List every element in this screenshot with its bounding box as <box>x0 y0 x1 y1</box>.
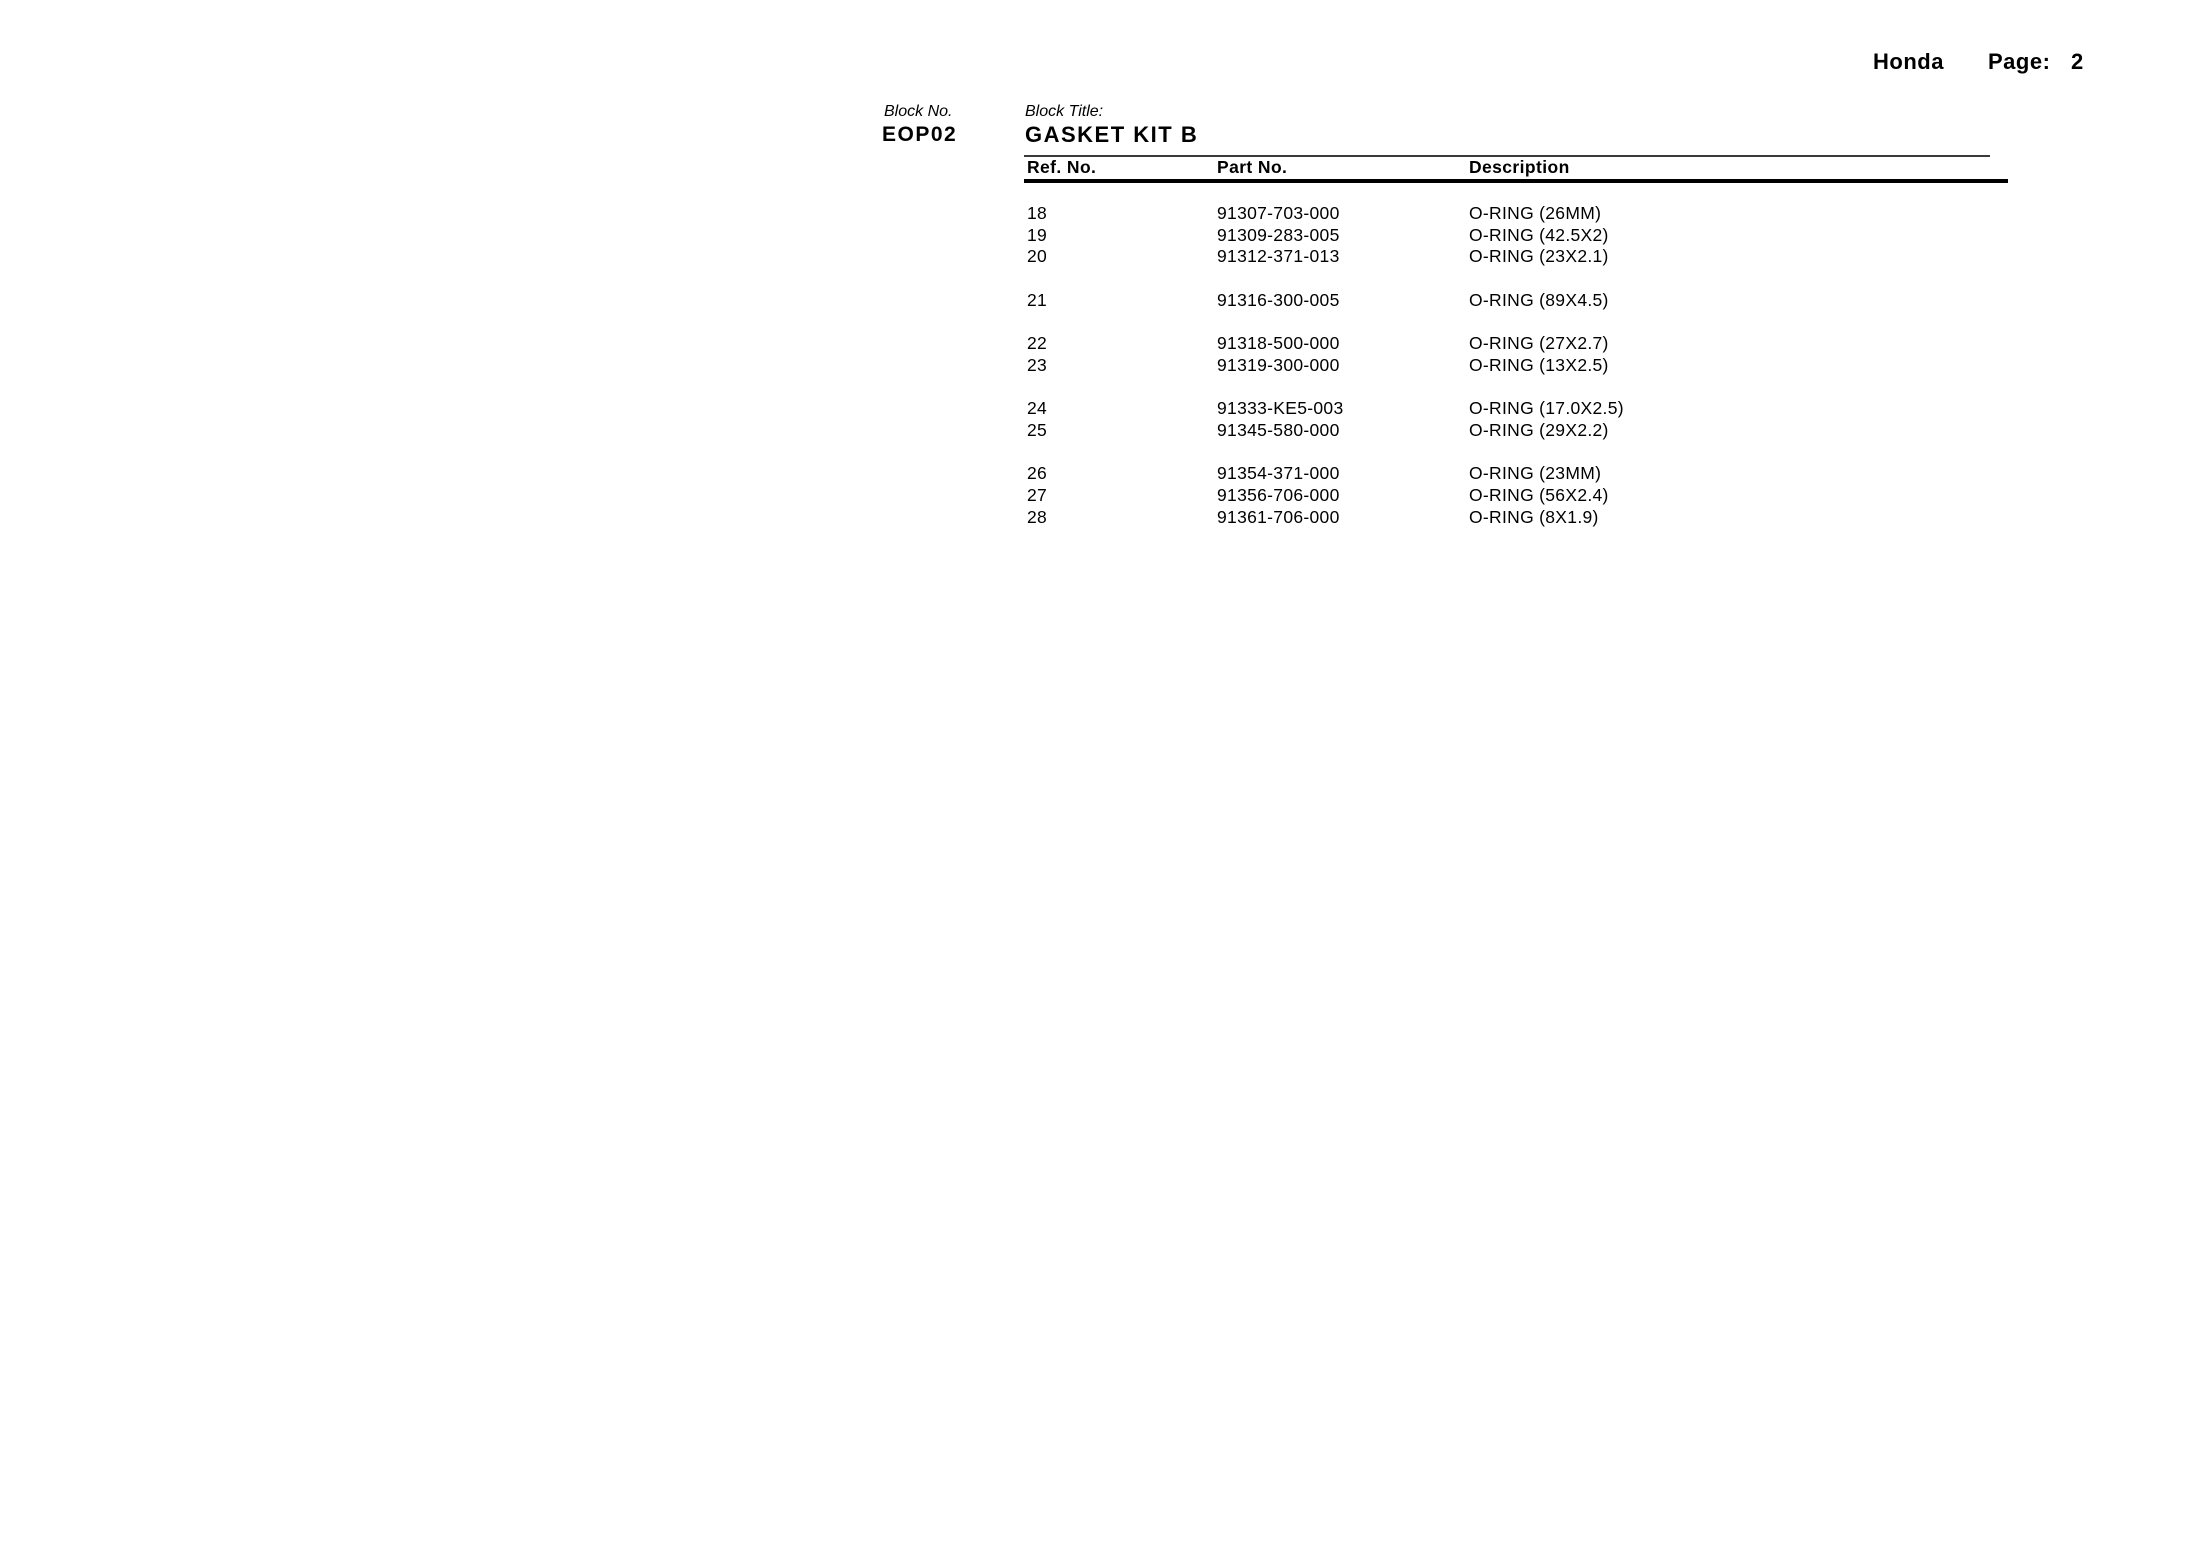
ref-no-cell: 21 <box>1027 289 1048 310</box>
ref-no-cell: 26 <box>1027 463 1048 484</box>
ref-no-cell: 24 <box>1027 398 1048 419</box>
description-cell: O-RING (26MM) <box>1469 203 1602 223</box>
table-row <box>1027 485 2027 507</box>
ref-no-cell: 19 <box>1027 224 1048 245</box>
table-row <box>1027 355 2027 377</box>
block-no-label: Block No. <box>884 103 953 120</box>
part-no-cell: 91318-500-000 <box>1217 333 1340 354</box>
description-cell: O-RING (27X2.7) <box>1469 333 1609 354</box>
table-row <box>1027 290 2027 312</box>
part-no-cell: 91319-300-000 <box>1217 354 1340 375</box>
table-row <box>1027 398 2027 420</box>
column-header-part-no: Part No. <box>1217 157 1288 177</box>
page-label: Page: <box>1988 49 2051 74</box>
ref-no-cell: 22 <box>1027 333 1048 354</box>
description-cell: O-RING (13X2.5) <box>1469 354 1609 375</box>
ref-no-cell: 18 <box>1027 203 1048 223</box>
description-cell: O-RING (89X4.5) <box>1469 289 1609 310</box>
page-number: 2 <box>2071 49 2084 74</box>
part-no-cell: 91307-703-000 <box>1217 203 1340 223</box>
part-no-cell: 91356-706-000 <box>1217 484 1340 505</box>
table-row <box>1027 246 2027 268</box>
column-header-ref-no: Ref. No. <box>1027 157 1097 177</box>
description-cell: O-RING (56X2.4) <box>1469 484 1609 505</box>
part-no-cell: 91345-580-000 <box>1217 419 1340 440</box>
row-group-spacer <box>1027 442 2027 464</box>
table-row <box>1027 225 2027 247</box>
table-row <box>1027 420 2027 442</box>
table-row <box>1027 507 2027 529</box>
description-cell: O-RING (23MM) <box>1469 463 1602 484</box>
ref-no-cell: 28 <box>1027 506 1048 527</box>
block-title-label: Block Title: <box>1025 103 1104 120</box>
table-row <box>1027 333 2027 355</box>
row-group-spacer <box>1027 268 2027 290</box>
part-no-cell: 91312-371-013 <box>1217 246 1340 267</box>
description-cell: O-RING (29X2.2) <box>1469 419 1609 440</box>
description-cell: O-RING (42.5X2) <box>1469 224 1609 245</box>
brand-name: Honda <box>1873 49 1944 74</box>
part-no-cell: 91333-KE5-003 <box>1217 398 1344 419</box>
part-no-cell: 91309-283-005 <box>1217 224 1340 245</box>
row-group-spacer <box>1027 311 2027 333</box>
ref-no-cell: 25 <box>1027 419 1048 440</box>
block-no-value: EOP02 <box>882 123 958 146</box>
ref-no-cell: 27 <box>1027 484 1048 505</box>
row-group-spacer <box>1027 377 2027 399</box>
parts-table-body <box>1027 203 2027 528</box>
block-title-value: GASKET KIT B <box>1025 122 1199 147</box>
part-no-cell: 91316-300-005 <box>1217 289 1340 310</box>
header-separator-rule <box>1024 179 2008 183</box>
description-cell: O-RING (23X2.1) <box>1469 246 1609 267</box>
part-no-cell: 91354-371-000 <box>1217 463 1340 484</box>
description-cell: O-RING (17.0X2.5) <box>1469 398 1624 419</box>
table-row <box>1027 463 2027 485</box>
description-cell: O-RING (8X1.9) <box>1469 506 1599 527</box>
ref-no-cell: 20 <box>1027 246 1048 267</box>
part-no-cell: 91361-706-000 <box>1217 506 1340 527</box>
ref-no-cell: 23 <box>1027 354 1048 375</box>
column-header-description: Description <box>1469 157 1570 177</box>
table-row <box>1027 203 2027 225</box>
